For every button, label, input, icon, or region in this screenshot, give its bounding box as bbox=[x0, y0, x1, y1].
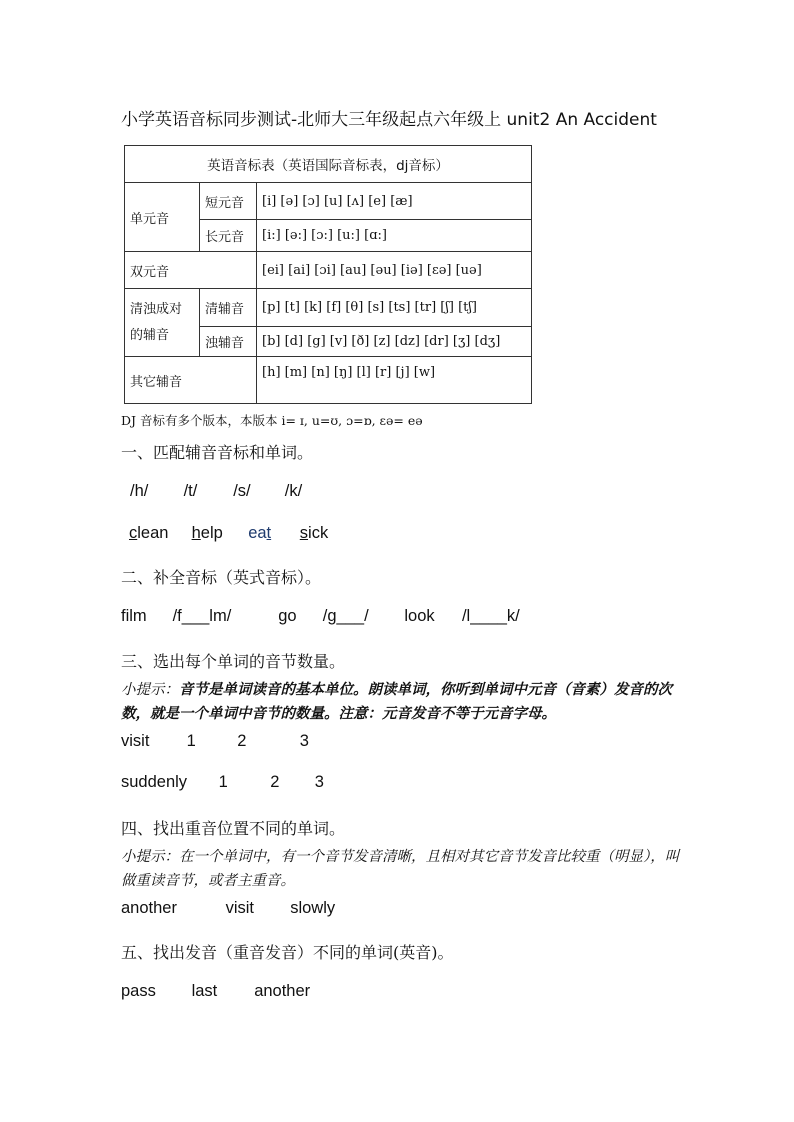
section4-words bbox=[121, 899, 335, 918]
section3-heading: 三、选出每个单词的音节数量。 bbox=[121, 652, 346, 671]
diphthongs-symbols: [ei] [ai] [ɔi] [au] [əu] [iə] [ɛə] [uə] bbox=[257, 252, 532, 289]
word-slowly: slowly bbox=[290, 899, 336, 917]
option-2: 2 bbox=[237, 732, 247, 750]
symbol-item: /t/ bbox=[183, 482, 198, 500]
option-3: 3 bbox=[299, 732, 309, 750]
section5-heading: 五、找出发音（重音发音）不同的单词(英音)。 bbox=[121, 943, 454, 962]
word-visit: visit bbox=[225, 899, 255, 917]
section4-heading: 四、找出重音位置不同的单词。 bbox=[121, 819, 346, 838]
section4-hint: 小提示：在一个单词中，有一个音节发音清晰，且相对其它音节发音比较重（明显），叫做重读音节，或者主重音。 bbox=[121, 849, 680, 889]
word-visit: visit bbox=[121, 732, 150, 750]
section2-items bbox=[121, 607, 520, 626]
short-vowels-label: 短元音 bbox=[200, 183, 257, 220]
voiceless-label: 清辅音 bbox=[200, 289, 257, 327]
voiced-symbols: [b] [d] [g] [v] [ð] [z] [dz] [dr] [ʒ] [dʒ] bbox=[257, 327, 532, 357]
section3-row2 bbox=[121, 773, 324, 792]
blank-go: /g___/ bbox=[322, 607, 369, 625]
word-another: another bbox=[121, 899, 177, 917]
section1-symbols bbox=[130, 482, 302, 501]
word-sick: sick bbox=[299, 524, 329, 542]
section3-row1 bbox=[121, 732, 309, 751]
other-consonants-label: 其它辅音 bbox=[125, 357, 257, 404]
symbol-item: /h/ bbox=[130, 482, 149, 500]
diphthongs-label: 双元音 bbox=[125, 252, 257, 289]
word-another: another bbox=[254, 982, 311, 1000]
page-title: 小学英语音标同步测试-北师大三年级起点六年级上 unit2 An Accident bbox=[121, 110, 657, 130]
long-vowels-label: 长元音 bbox=[200, 220, 257, 252]
symbol-item: /k/ bbox=[284, 482, 303, 500]
voiced-label: 浊辅音 bbox=[200, 327, 257, 357]
section3-hint: 小提示：音节是单词读音的基本单位。朗读单词，你听到单词中元音（音素）发音的次数，就是一个单词中音节的数量。注意：元音发音不等于元音字母。 bbox=[121, 681, 672, 722]
paired-consonants-label: 清浊成对的辅音 bbox=[125, 289, 200, 357]
option-1: 1 bbox=[186, 732, 196, 750]
voiceless-symbols: [p] [t] [k] [f] [θ] [s] [ts] [tr] [ʃ] [tʃ] bbox=[257, 289, 532, 327]
option-2: 2 bbox=[270, 773, 280, 791]
single-vowels-label: 单元音 bbox=[125, 183, 200, 252]
word-eat: eat bbox=[248, 524, 272, 542]
short-vowels-symbols: [i] [ə] [ɔ] [u] [ʌ] [e] [æ] bbox=[257, 183, 532, 220]
option-3: 3 bbox=[314, 773, 324, 791]
word-clean: clean bbox=[129, 524, 169, 542]
option-1: 1 bbox=[218, 773, 228, 791]
word-suddenly: suddenly bbox=[121, 773, 188, 791]
section5-words bbox=[121, 982, 310, 1001]
ipa-table bbox=[124, 145, 532, 404]
section2-heading: 二、补全音标（英式音标）。 bbox=[121, 568, 322, 587]
section1-heading: 一、匹配辅音音标和单词。 bbox=[121, 443, 314, 462]
symbol-item: /s/ bbox=[233, 482, 251, 500]
long-vowels-symbols: [i:] [ə:] [ɔ:] [u:] [ɑ:] bbox=[257, 220, 532, 252]
word-film: film bbox=[121, 607, 147, 625]
ipa-table-header: 英语音标表（英语国际音标表，dj音标） bbox=[125, 146, 532, 183]
word-pass: pass bbox=[121, 982, 156, 1000]
section1-words bbox=[129, 524, 328, 543]
blank-look: /l____k/ bbox=[461, 607, 520, 625]
word-last: last bbox=[191, 982, 218, 1000]
word-go: go bbox=[278, 607, 297, 625]
word-help: help bbox=[191, 524, 223, 542]
other-consonants-symbols: [h] [m] [n] [ŋ] [l] [r] [j] [w] bbox=[257, 357, 532, 404]
word-look: look bbox=[404, 607, 435, 625]
dj-note: DJ 音标有多个版本，本版本 i= ɪ, u=ʊ, ɔ=ɒ, ɛə= eə bbox=[121, 413, 423, 428]
blank-film: /f___lm/ bbox=[172, 607, 232, 625]
